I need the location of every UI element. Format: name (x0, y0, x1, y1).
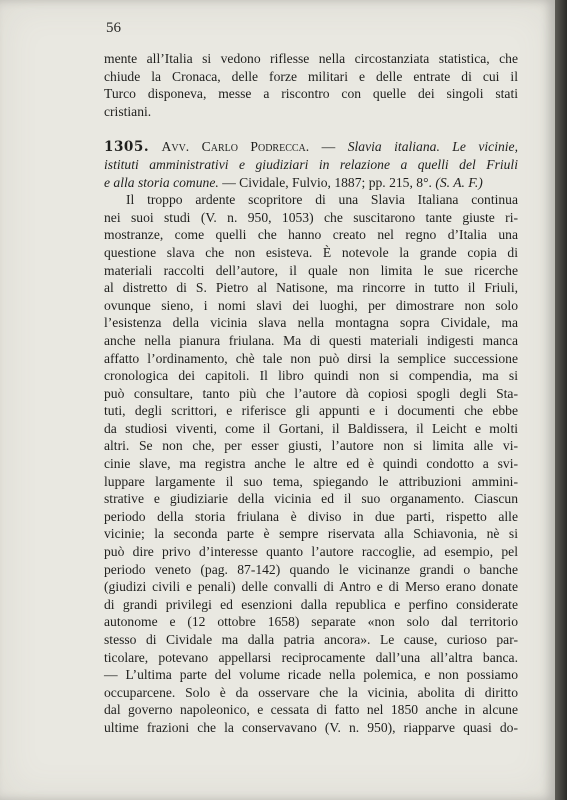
paragraph-gap (104, 120, 518, 138)
entry-dash: — (321, 139, 336, 155)
review-line: vicinie; la seconda parte è sempre riservata alla Schiavonia, nè si (104, 526, 518, 542)
review-line: tuti, degli scrittori, e riferisce gli appunti e i documenti che ebbe (104, 403, 518, 419)
review-line: luppare largamente il suo tema, spiegando le attribuzioni ammini- (104, 473, 518, 489)
review-line: l’esistenza della vicinia slava nella montagna sopra Cividale, ma (104, 315, 518, 331)
review-line: può dire privo d’interesse quanto l’autore raccoglie, ad esempio, pel (104, 544, 518, 560)
entry-number: 1305. (104, 139, 150, 156)
page-number: 56 (106, 20, 121, 36)
entry-author: Avv. Carlo Podrecca. (161, 139, 310, 155)
review-line: mostranze, come quelli che hanno creato nel regno d’Italia una (104, 227, 518, 243)
review-line: occuparcene. Solo è da osservare che la vicinia, abolita di diritto (104, 684, 518, 700)
review-line: autonome e (12 ottobre 1658) separate «non solo dal territorio (104, 614, 518, 630)
review-line: affatto l’ordinamento, chè tale non può dirsi la semplice successione (104, 350, 518, 366)
review-line: periodo veneto (pag. 87-142) quando le vicinanze grandi o banche (104, 561, 518, 577)
entry-title-end: e alla storia comune. (104, 174, 219, 190)
review-line: di grandi privilegi ed esenzioni dalla republica e perfino considerate (104, 596, 518, 612)
review-line: può consultare, tanto più che l’autore dà copiosi spogli degli Sta- (104, 385, 518, 401)
review-line: strative e giudiziarie della vicinia ed il suo organamento. Ciascun (104, 491, 518, 507)
review-line: ticolare, potevano appellarsi reciprocamente dall’una all’altra banca. (104, 649, 518, 665)
review-line: — L’ultima parte del volume ricade nella polemica, e non possiamo (104, 667, 518, 683)
bibliography-entry (104, 138, 518, 736)
text-line: Turco disponeva, messe a riscontro con quelle dei singoli stati (104, 86, 518, 102)
review-line: anche nella pianura friulana. Ma di questi materiali indigesti manca (104, 332, 518, 348)
review-line: periodo della storia friulana è diviso in due parti, rispetto alle (104, 508, 518, 524)
text-line: cristiani. (104, 103, 152, 119)
review-line: stesso di Cividale ma dalla patria ancora». Le cause, curioso par- (104, 632, 518, 647)
review-line: altri. Se non che, per esser giusti, l’autore non si limita alle vi- (104, 438, 518, 454)
review-line: ultime frazioni che la conservavano (V. n. 950), riapparve quasi do- (104, 719, 518, 735)
page-body (104, 50, 518, 737)
review-line: cronologica dei capitoli. Il libro quindi non si compendia, ma si (104, 368, 518, 384)
review-line: dal governo napoleonico, e cessata di fatto nel 1850 anche in alcune (104, 702, 518, 718)
entry-publication: — Cividale, Fulvio, 1887; pp. 215, 8°. (222, 174, 432, 190)
text-line: mente all’Italia si vedono riflesse nella circostanziata statistica, che (104, 51, 518, 66)
review-line: materiali raccolti dell’autore, il quale non limita le sue ricerche (104, 262, 518, 278)
review-line: cinie slave, ma registra anche le altre ed è quindi condotto a svi- (104, 456, 518, 472)
entry-title-start: Slavia italiana. Le vicinie, (347, 139, 518, 155)
review-line: ovunque sieno, i nomi slavi dei luoghi, per dimostrare non solo (104, 297, 518, 313)
entry-title-continued: istituti amministrativi e giudiziari in relazione a quelli del Friuli (104, 156, 518, 172)
review-line: da studiosi viventi, come il Gortani, il Baldissera, il Leicht e molti (104, 420, 518, 436)
intro-paragraph (104, 50, 518, 120)
entry-heading-line (104, 138, 518, 156)
review-line: al distretto di S. Pietro al Natisone, ma rincorre in tutto il Friuli, (104, 280, 518, 296)
entry-publication-line (104, 174, 518, 192)
review-line: (giudizi civili e penali) delle convalli di Antro e di Merso erano donate (104, 579, 518, 595)
entry-review (104, 191, 518, 736)
text-line: chiude la Cronaca, delle forze militari e delle entrate di cui il (104, 68, 518, 84)
review-line: questione slava che non esisteva. È notevole la grande copia di (104, 244, 518, 260)
review-line: nei suoi studi (V. n. 950, 1053) che suscitarono tante giuste ri- (104, 209, 518, 225)
book-edge (555, 0, 567, 800)
review-line: Il troppo ardente scopritore di una Slavia Italiana continua (126, 192, 518, 208)
entry-source: (S. A. F.) (435, 174, 483, 190)
